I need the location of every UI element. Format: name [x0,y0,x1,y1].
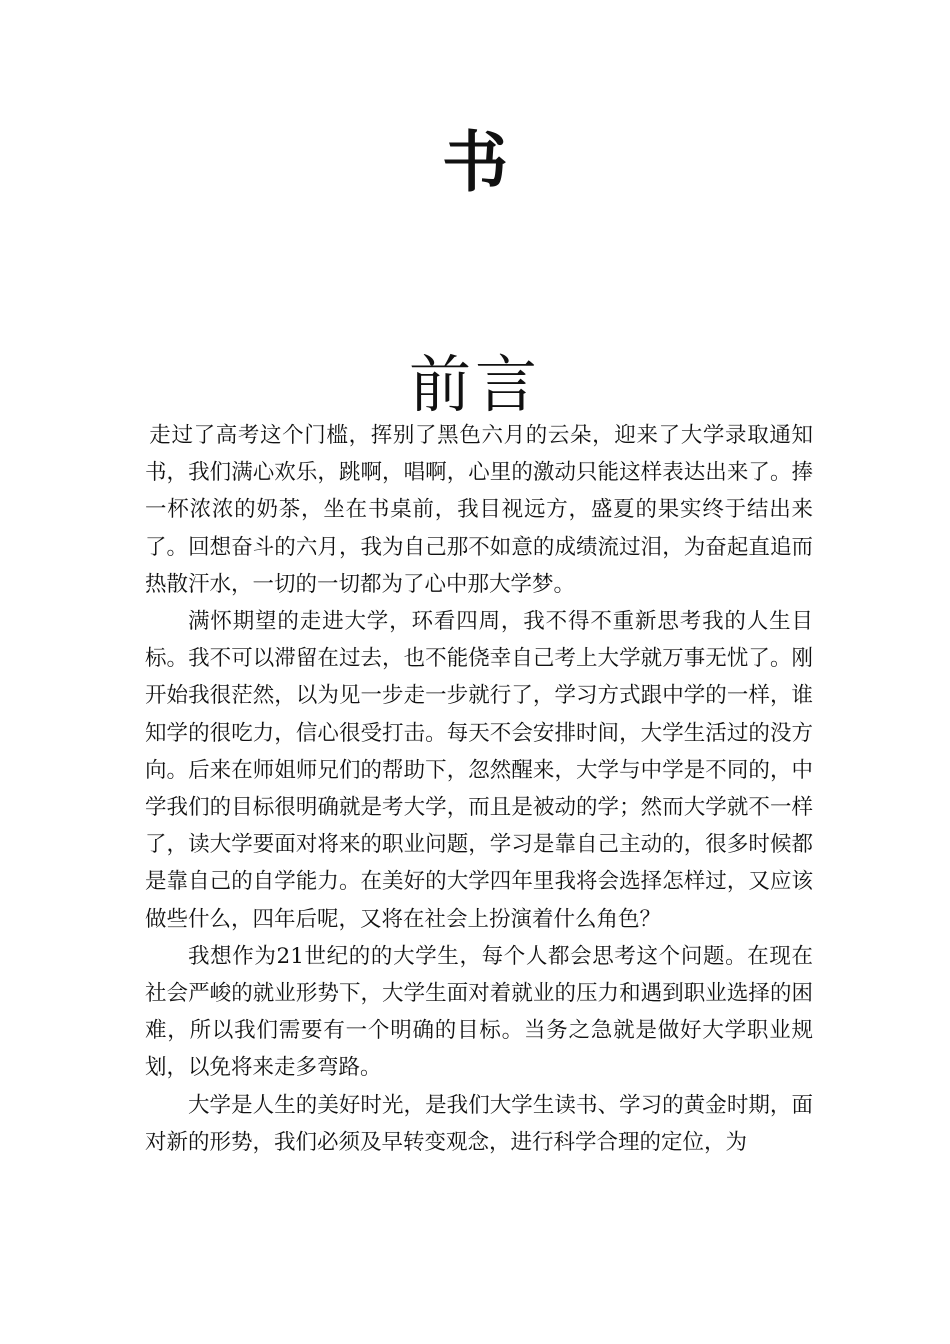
paragraph: 满怀期望的走进大学，环看四周，我不得不重新思考我的人生目标。我不可以滞留在过去，也不能侥幸自己考上大学就万事无忧了。刚开始我很茫然，以为见一步走一步就行了，学习方式跟中学的一样，谁知学的很吃力，信心很受打击。每天不会安排时间，大学生活过的没方向。后来在师姐师兄们的帮助下，忽然醒来，大学与中学是不同的，中学我们的目标很明确就是考大学，而且是被动的学；然而大学就不一样了，读大学要面对将来的职业问题，学习是靠自己主动的，很多时候都是靠自己的自学能力。在美好的大学四年里我将会选择怎样过，又应该做些什么，四年后呢，又将在社会上扮演着什么角色？ [145,609,813,932]
paragraph: 走过了高考这个门槛，挥别了黑色六月的云朵，迎来了大学录取通知书，我们满心欢乐，跳啊，唱啊，心里的激动只能这样表达出来了。捧一杯浓浓的奶茶，坐在书桌前，我目视远方，盛夏的果实终于结出来了。回想奋斗的六月，我为自己那不如意的成绩流过泪，为奋起直追而热散汗水，一切的一切都为了心中那大学梦。 [145,423,813,597]
paragraph: 我想作为21世纪的的大学生，每个人都会思考这个问题。在现在社会严峻的就业形势下，大学生面对着就业的压力和遇到职业选择的困难，所以我们需要有一个明确的目标。当务之急就是做好大学职业规划，以免将来走多弯路。 [145,943,813,1081]
preface-body [145,417,813,1161]
cover-title: 书 [442,123,508,201]
section-heading-preface: 前言 [408,348,541,421]
paragraph: 大学是人生的美好时光，是我们大学生读书、学习的黄金时期，面对新的形势，我们必须及早转变观念，进行科学合理的定位，为 [145,1092,813,1155]
